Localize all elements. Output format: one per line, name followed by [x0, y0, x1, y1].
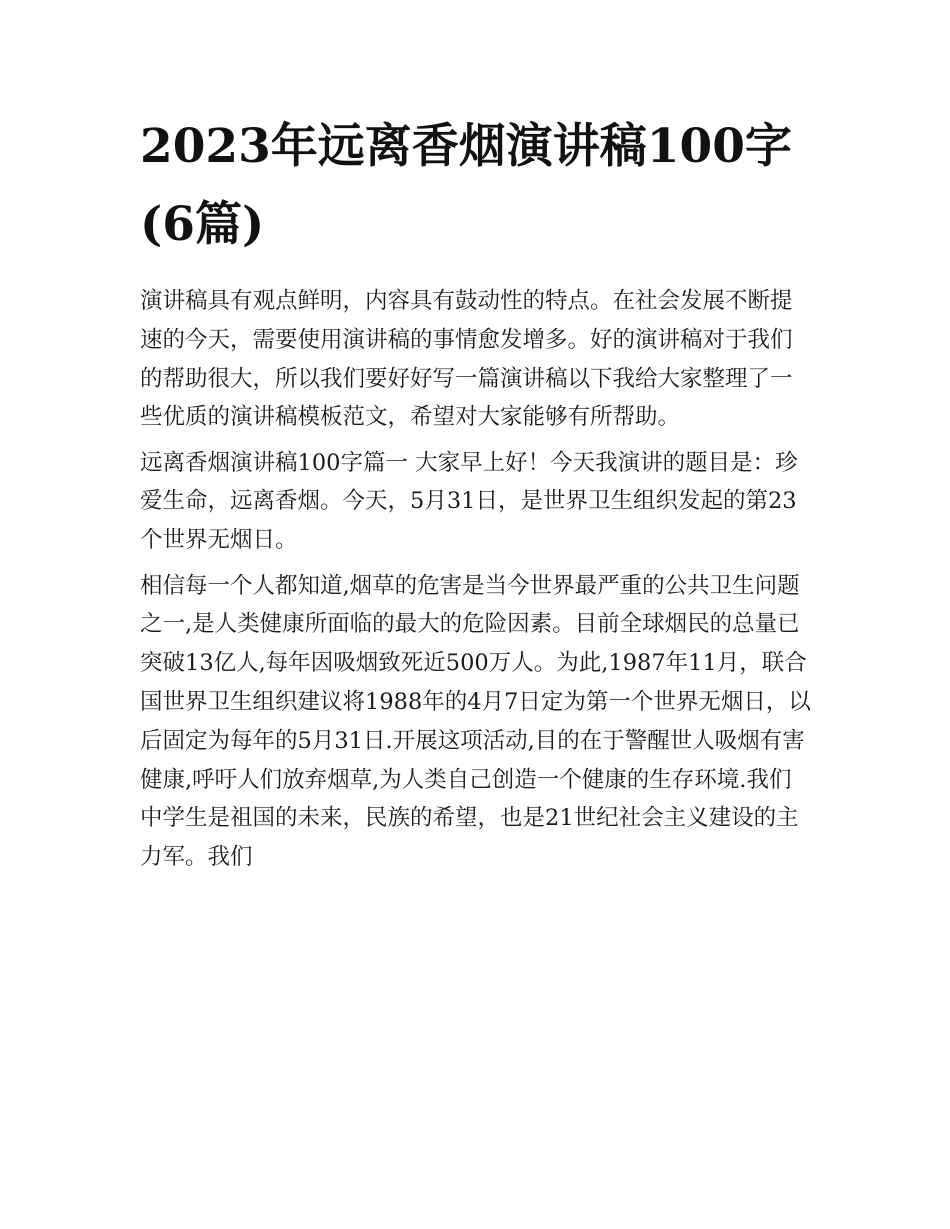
- speech-opening-paragraph: 远离香烟演讲稿100字篇一 大家早上好！今天我演讲的题目是：珍爱生命，远离香烟。今天，5月31日，是世界卫生组织发起的第23个世界无烟日。: [140, 449, 798, 554]
- speech-body-paragraph: 相信每一个人都知道,烟草的危害是当今世界最严重的公共卫生问题之一,是人类健康所面临的最大的危险因素。目前全球烟民的总量已突破13亿人,每年因吸烟致死近500万人。为此,1987年11月，联合国世界卫生组织建议将1988年的4月7日定为第一个世界无烟日，以后固定为每年的5月31日.开展这项活动,目的在于警醒世人吸烟有害健康,呼吁人们放弃烟草,为人类自己创造一个健康的生存环境.我们中学生是祖国的未来，民族的希望，也是21世纪社会主义建设的主力军。我们: [140, 572, 811, 871]
- intro-paragraph: 演讲稿具有观点鲜明，内容具有鼓动性的特点。在社会发展不断提速的今天，需要使用演讲稿的事情愈发增多。好的演讲稿对于我们的帮助很大，所以我们要好好写一篇演讲稿以下我给大家整理了一些优质的演讲稿模板范文，希望对大家能够有所帮助。: [140, 288, 793, 431]
- document-title: 2023年远离香烟演讲稿100字(6篇): [140, 119, 792, 252]
- document-body: [140, 282, 812, 883]
